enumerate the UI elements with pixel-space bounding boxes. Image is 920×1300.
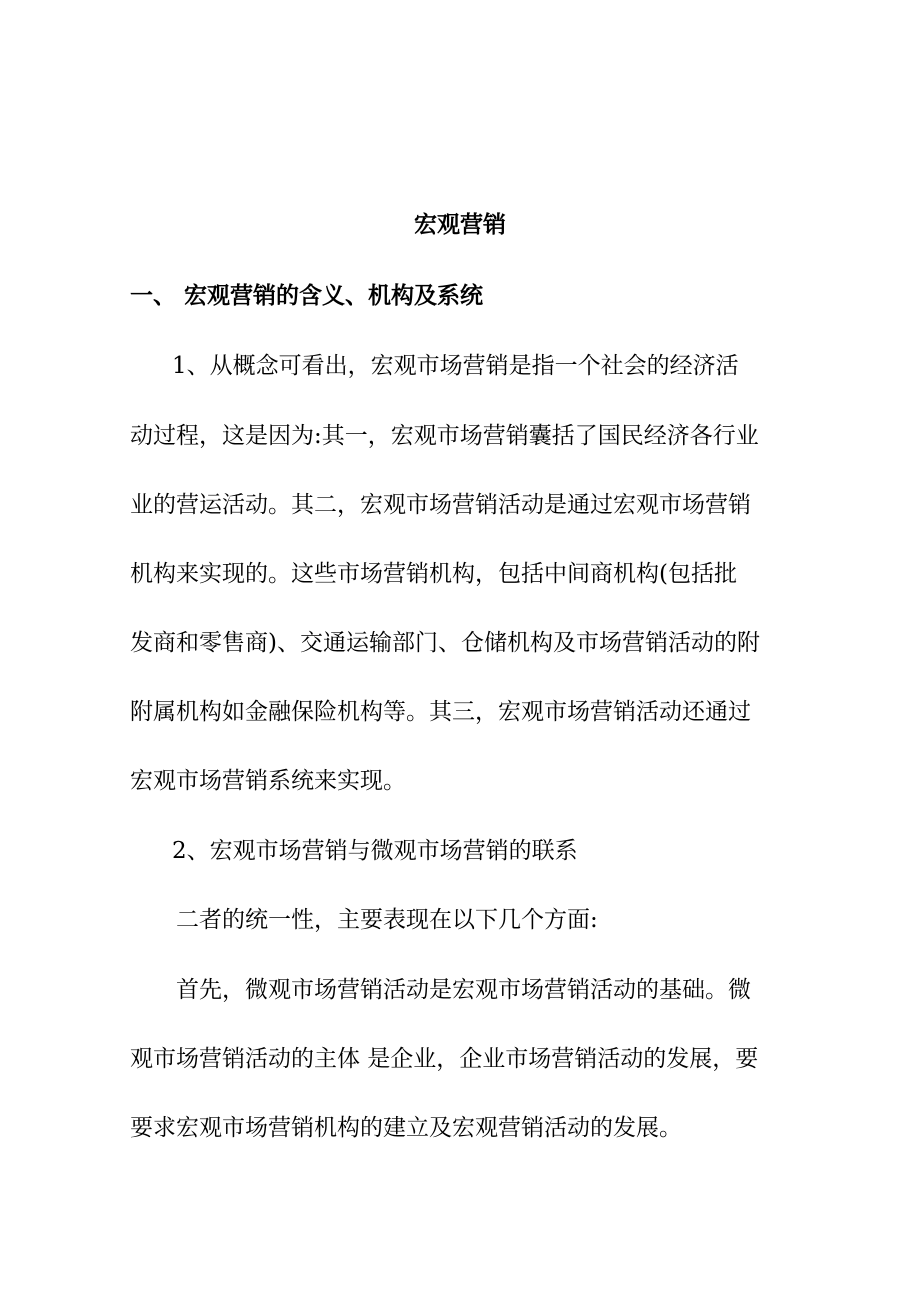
paragraph-line: 二者的统一性，主要表现在以下几个方面:: [176, 907, 598, 933]
paragraph-line: 要求宏观市场营销机构的建立及宏观营销活动的发展。: [130, 1115, 682, 1141]
document-title: 宏观营销: [414, 211, 506, 238]
paragraph-line: 机构来实现的。这些市场营销机构，包括中间商机构(包括批: [130, 561, 737, 587]
section-heading: 一、 宏观营销的含义、机构及系统: [130, 282, 484, 309]
paragraph-line: 宏观市场营销系统来实现。: [130, 768, 406, 794]
paragraph-line: 发商和零售商)、交通运输部门、仓储机构及市场营销活动的附: [130, 630, 760, 656]
paragraph-line: 动过程，这是因为:其一，宏观市场营销囊括了国民经济各行业: [130, 423, 759, 449]
paragraph-line: 观市场营销活动的主体 是企业，企业市场营销活动的发展，要: [130, 1046, 759, 1072]
paragraph-line: 附属机构如金融保险机构等。其三，宏观市场营销活动还通过: [130, 699, 751, 725]
paragraph-line: 业的营运活动。其二，宏观市场营销活动是通过宏观市场营销: [130, 492, 751, 518]
subheading-line: 2、宏观市场营销与微观市场营销的联系: [172, 838, 578, 864]
paragraph-line: 首先，微观市场营销活动是宏观市场营销活动的基础。微: [176, 977, 751, 1003]
paragraph-line: 1、从概念可看出，宏观市场营销是指一个社会的经济活: [172, 353, 739, 379]
